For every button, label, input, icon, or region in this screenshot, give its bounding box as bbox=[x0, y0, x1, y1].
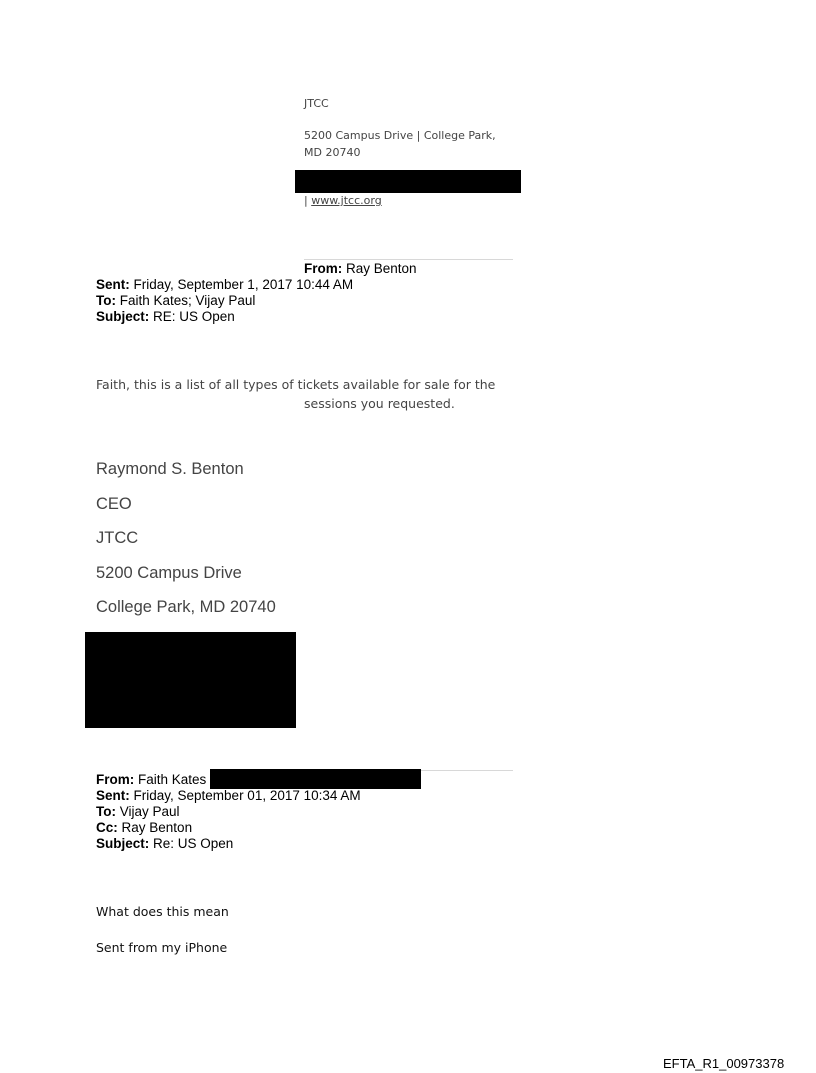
to-label: To: bbox=[96, 293, 116, 308]
signature-name: Raymond S. Benton bbox=[96, 460, 244, 478]
subject-value: RE: US Open bbox=[153, 309, 235, 324]
email2-sent-line bbox=[96, 788, 361, 804]
subject-value: Re: US Open bbox=[153, 836, 234, 851]
sent-label: Sent: bbox=[96, 277, 130, 292]
top-signature-address-line2: MD 20740 bbox=[304, 146, 361, 159]
redaction-bar bbox=[210, 769, 421, 789]
top-signature-website-line bbox=[304, 194, 382, 207]
subject-label: Subject: bbox=[96, 309, 150, 324]
sent-value: Friday, September 01, 2017 10:34 AM bbox=[133, 788, 361, 803]
to-value: Faith Kates; Vijay Paul bbox=[119, 293, 256, 308]
to-label: To: bbox=[96, 804, 116, 819]
email2-body-line1: What does this mean bbox=[96, 904, 229, 919]
email1-from-line bbox=[304, 261, 417, 277]
redaction-bar bbox=[295, 170, 521, 193]
redaction-block bbox=[85, 632, 296, 728]
email1-to-line bbox=[96, 293, 255, 309]
subject-label: Subject: bbox=[96, 836, 150, 851]
separator-line bbox=[304, 259, 513, 260]
website-prefix: | bbox=[304, 194, 312, 207]
email2-body-line2: Sent from my iPhone bbox=[96, 940, 228, 955]
from-label: From: bbox=[96, 772, 135, 787]
signature-address2: College Park, MD 20740 bbox=[96, 598, 276, 616]
from-value: Ray Benton bbox=[346, 261, 417, 276]
email1-sent-line bbox=[96, 277, 353, 293]
sent-value: Friday, September 1, 2017 10:44 AM bbox=[133, 277, 354, 292]
top-signature-org: JTCC bbox=[304, 97, 329, 110]
cc-value: Ray Benton bbox=[121, 820, 193, 835]
cc-label: Cc: bbox=[96, 820, 118, 835]
email2-to-line bbox=[96, 804, 180, 820]
from-value: Faith Kates bbox=[138, 772, 207, 787]
signature-title: CEO bbox=[96, 495, 132, 513]
email2-subject-line bbox=[96, 836, 233, 852]
email1-body-line1: Faith, this is a list of all types of tickets available for sale for the bbox=[96, 377, 496, 392]
email1-subject-line bbox=[96, 309, 235, 325]
top-signature-address-line1: 5200 Campus Drive | College Park, bbox=[304, 129, 496, 142]
email1-body-line2: sessions you requested. bbox=[304, 396, 455, 411]
email2-cc-line bbox=[96, 820, 192, 836]
website-link[interactable]: www.jtcc.org bbox=[311, 194, 382, 207]
to-value: Vijay Paul bbox=[119, 804, 180, 819]
sent-label: Sent: bbox=[96, 788, 130, 803]
signature-org: JTCC bbox=[96, 529, 139, 547]
from-label: From: bbox=[304, 261, 343, 276]
email2-from-line bbox=[96, 772, 206, 788]
document-id: EFTA_R1_00973378 bbox=[663, 1056, 785, 1071]
signature-address1: 5200 Campus Drive bbox=[96, 564, 242, 582]
